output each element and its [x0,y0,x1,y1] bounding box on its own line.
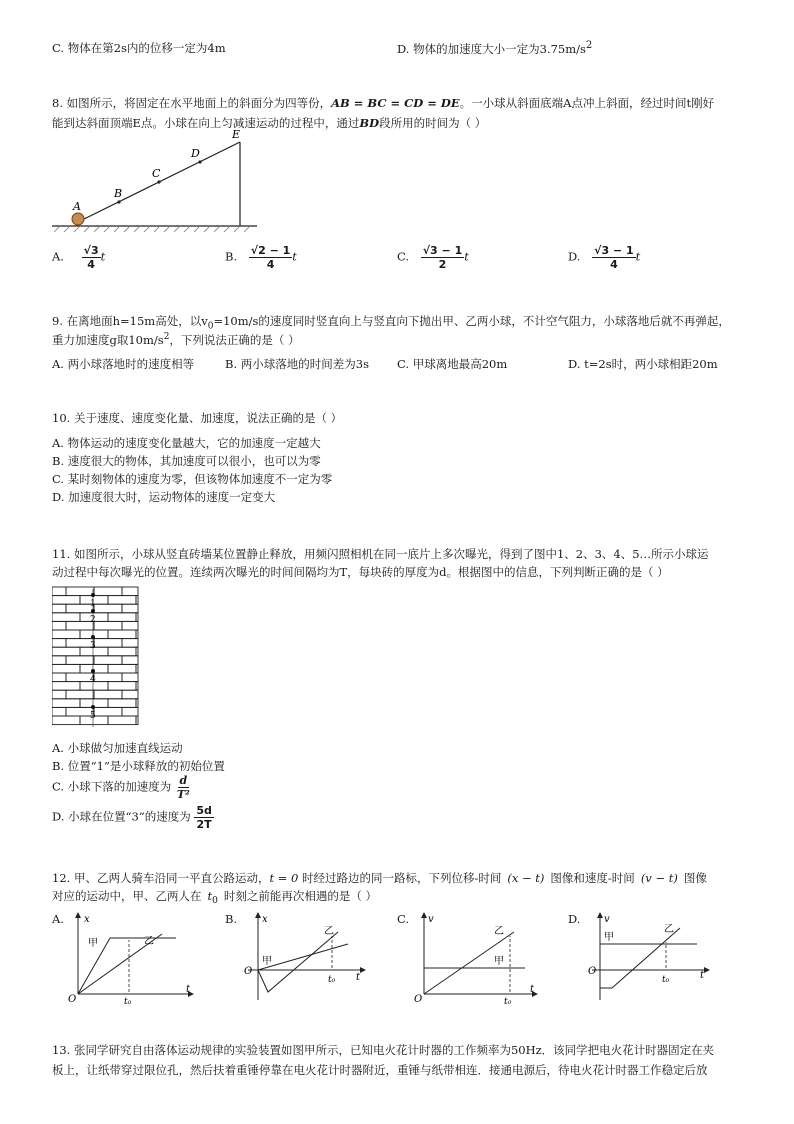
q10-option-c: C. 某时刻物体的速度为零，但该物体加速度不一定为零 [52,472,333,486]
brick [136,716,138,725]
brick [108,716,136,725]
q8-option-d: D. $\frac{√3 - 1}{4}$ t [568,244,641,271]
brick [108,596,136,605]
q11-option-a: A. 小球做匀加速直线运动 [52,741,183,755]
brick [52,707,66,716]
position-label-2: 2 [90,615,96,625]
q9-stem-line1: 9. 在离地面h=15m高处，以$v_0=10m/s$的速度同时竖直向上与竖直向下抛出甲、乙两小球，不计空气阻力，小球落地后就不再弹起， [52,314,730,332]
q8-incline-figure [52,128,272,240]
q9-stem-line2: 重力加速度g取$10m/s^2$，下列说法正确的是（ ） [52,332,300,347]
brick [52,613,80,622]
brick [136,699,138,708]
brick [122,639,138,648]
brick [108,664,136,673]
brick [52,587,66,596]
q12-stem-line1: 12. 甲、乙两人骑车沿同一平直公路运动，t = 0 时经过路边的同一路标，下列位移-时间 (x − t) 图像和速度-时间 (v − t) 图像 [52,871,707,885]
q11-stem-line1: 11. 如图所示，小球从竖直砖墙某位置静止释放，用频闪照相机在同一底片上多次曝光，得到了图中1、2、3、4、5…所示小球运 [52,547,709,561]
label-d: D [191,147,200,160]
ball-position-4 [91,669,95,673]
brick [136,682,138,691]
q13-stem-line1: 13. 张同学研究自由落体运动规律的实验装置如图甲所示，已知电火花计时器的工作频率为50Hz．该同学把电火花计时器固定在夹 [52,1043,715,1057]
q8-option-a: A. $\frac{√3}{4}$ t [52,244,106,271]
position-label-4: 4 [90,675,96,685]
q12-graph-b [238,912,368,1004]
q11-brick-wall-figure [52,585,142,733]
q12-graph-c-key: C. [397,912,410,926]
q9-option-c: C. 甲球离地最高20m [397,357,508,371]
svg-text:O: O [414,994,423,1004]
svg-text:x: x [84,914,90,925]
svg-text:甲: 甲 [262,956,272,967]
svg-text:乙: 乙 [494,926,504,937]
brick [122,707,138,716]
brick [52,639,66,648]
q12-stem-line2: 对应的运动中，甲、乙两人在 $t_0$ 时刻之前能再次相遇的是（ ） [52,889,378,907]
q8-stem-line2: 能到达斜面顶端E点。小球在向上匀减速运动的过程中，通过BD段所用的时间为（ ） [52,116,487,130]
ball-position-1 [91,593,95,597]
brick [66,587,94,596]
label-e: E [232,128,241,141]
brick [136,596,138,605]
svg-text:t: t [186,984,191,995]
brick [122,604,138,613]
point-c [157,180,160,183]
svg-text:乙: 乙 [144,936,154,947]
ball-position-2 [91,609,95,613]
q8-stem-line1: 8. 如图所示，将固定在水平地面上的斜面分为四等份，AB = BC = CD = DE。一小球从斜面底端A点冲上斜面，经过时间t刚好 [52,96,715,110]
q11-option-b: B. 位置“1”是小球释放的初始位置 [52,759,225,773]
q9-option-d: D. t=2s时，两小球相距20m [568,357,718,371]
q10-stem: 10. 关于速度、速度变化量、加速度，说法正确的是（ ） [52,411,343,425]
ball-position-3 [91,635,95,639]
label-a: A [73,200,81,213]
q7-option-c: C. 物体在第2s内的位移一定为4m [52,41,226,55]
brick [136,630,138,639]
brick [108,699,136,708]
q11-stem-line2: 动过程中每次曝光的位置。连续两次曝光的时间间隔均为T，每块砖的厚度为d。根据图中的信息，下列判断正确的是（ ） [52,565,669,579]
brick [94,621,122,630]
q11-option-d: D. 小球在位置“3”的速度为 $\frac{5d}{2T}$ [52,804,212,831]
svg-text:t₀: t₀ [504,997,512,1004]
svg-text:甲: 甲 [494,956,504,967]
position-label-5: 5 [90,711,96,721]
brick [94,707,122,716]
brick [136,647,138,656]
ball-icon [72,213,84,225]
q10-option-d: D. 加速度很大时，运动物体的速度一定变大 [52,490,276,504]
brick [136,664,138,673]
position-label-3: 3 [90,641,96,651]
svg-text:O: O [244,966,253,977]
brick [94,690,122,699]
brick [108,682,136,691]
q8-option-b: B. $\frac{√2 - 1}{4}$ t [225,244,297,271]
svg-text:乙: 乙 [664,924,674,935]
brick [122,587,138,596]
brick [52,690,66,699]
brick [52,596,80,605]
brick [52,699,80,708]
svg-text:t₀: t₀ [662,975,670,985]
brick [94,604,122,613]
q10-option-a: A. 物体运动的速度变化量越大，它的加速度一定越大 [52,436,321,450]
ball-position-5 [91,705,95,709]
brick [136,613,138,622]
svg-text:t: t [356,972,361,983]
q10-option-b: B. 速度很大的物体，其加速度可以很小，也可以为零 [52,454,321,468]
q13-stem-line2: 板上，让纸带穿过限位孔，然后扶着重锤停靠在电火花计时器附近，重锤与纸带相连．接通电源后，待电火花计时器工作稳定后放 [52,1063,708,1077]
svg-text:乙: 乙 [324,926,334,937]
brick [52,630,80,639]
point-d [198,160,201,163]
brick [52,647,80,656]
brick [52,621,66,630]
brick [122,673,138,682]
q12-graph-a-key: A. [52,912,64,926]
brick [52,716,80,725]
brick [122,621,138,630]
brick [94,656,122,665]
svg-text:t₀: t₀ [328,975,336,985]
q7-option-d: D. 物体的加速度大小一定为$3.75m/s^2$ [397,40,593,56]
q8-option-c: C. $\frac{√3 - 1}{2}$ t [397,244,469,271]
svg-text:t: t [700,970,705,981]
brick [108,647,136,656]
q12-graph-d [582,912,712,1004]
q12-graph-b-key: B. [225,912,238,926]
brick [52,682,80,691]
svg-text:x: x [262,914,268,925]
brick [108,630,136,639]
svg-text:v: v [604,914,610,925]
brick [66,656,94,665]
q11-option-c: C. 小球下落的加速度为 $\frac{d}{\text{T²}}$ [52,774,190,801]
point-b [117,200,120,203]
svg-text:O: O [68,994,77,1004]
brick [52,664,80,673]
q9-option-a: A. 两小球落地时的速度相等 [52,357,195,371]
brick [108,613,136,622]
brick [66,690,94,699]
position-label-1: 1 [90,599,96,609]
brick [52,673,66,682]
brick [94,673,122,682]
label-b: B [114,187,123,200]
svg-text:t: t [530,984,535,995]
svg-text:O: O [588,966,597,977]
q9-option-b: B. 两小球落地的时间差为3s [225,357,369,371]
q12-graph-d-key: D. [568,912,581,926]
brick [94,639,122,648]
svg-text:甲: 甲 [604,932,614,943]
svg-text:t₀: t₀ [124,997,132,1004]
label-c: C [152,167,161,180]
svg-text:v: v [428,914,434,925]
svg-text:甲: 甲 [88,938,98,949]
brick [94,587,122,596]
q12-graph-c [410,912,540,1004]
q12-graph-a [66,912,196,1004]
brick [52,604,66,613]
brick [122,690,138,699]
brick [52,656,66,665]
brick [122,656,138,665]
